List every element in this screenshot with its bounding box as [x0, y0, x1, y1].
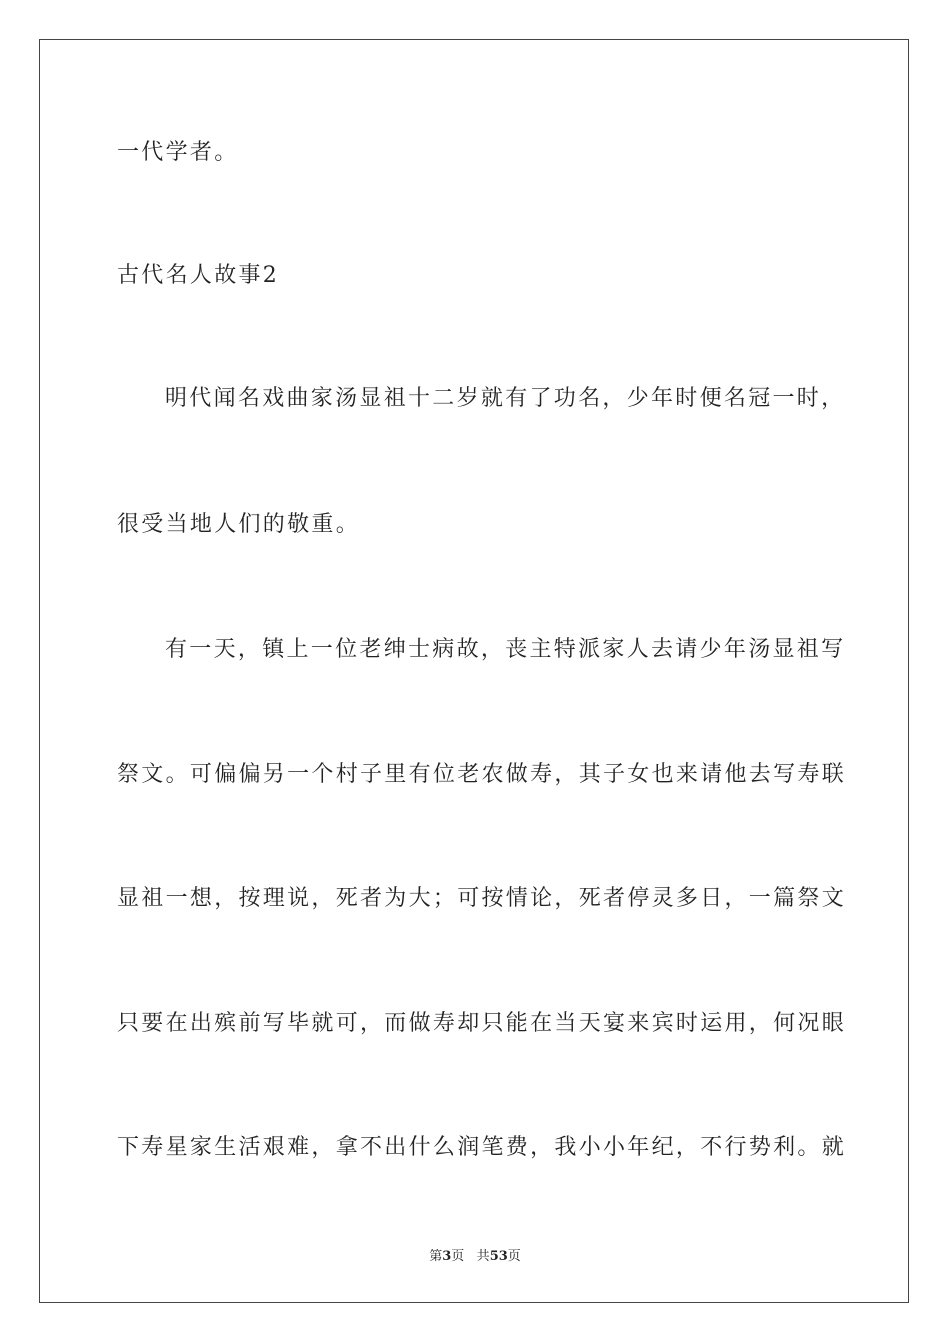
text-line: 一代学者。 — [117, 140, 239, 165]
section-heading: 古代名人故事2 — [117, 263, 280, 288]
total-suffix: 页 — [507, 1249, 521, 1264]
page-border — [39, 39, 909, 1303]
page-prefix: 第 — [429, 1249, 443, 1264]
total-prefix: 共 — [476, 1249, 490, 1264]
total-pages: 53 — [489, 1249, 508, 1264]
text-line: 显祖一想，按理说，死者为大；可按情论，死者停灵多日，一篇祭文 — [117, 886, 847, 911]
page-suffix: 页 — [451, 1249, 465, 1264]
page-number: 3 — [442, 1249, 452, 1264]
text-line: 很受当地人们的敬重。 — [117, 512, 361, 537]
paragraph-line: 有一天，镇上一位老绅士病故，丧主特派家人去请少年汤显祖写 — [165, 637, 846, 662]
text-line: 只要在出殡前写毕就可，而做寿却只能在当天宴来宾时运用，何况眼 — [117, 1011, 847, 1036]
page-footer — [0, 1245, 950, 1264]
text-line: 下寿星家生活艰难，拿不出什么润笔费，我小小年纪，不行势利。就 — [117, 1135, 847, 1160]
text-line: 祭文。可偏偏另一个村子里有位老农做寿，其子女也来请他去写寿联 — [117, 762, 847, 787]
paragraph-line: 明代闻名戏曲家汤显祖十二岁就有了功名，少年时便名冠一时， — [165, 386, 846, 411]
